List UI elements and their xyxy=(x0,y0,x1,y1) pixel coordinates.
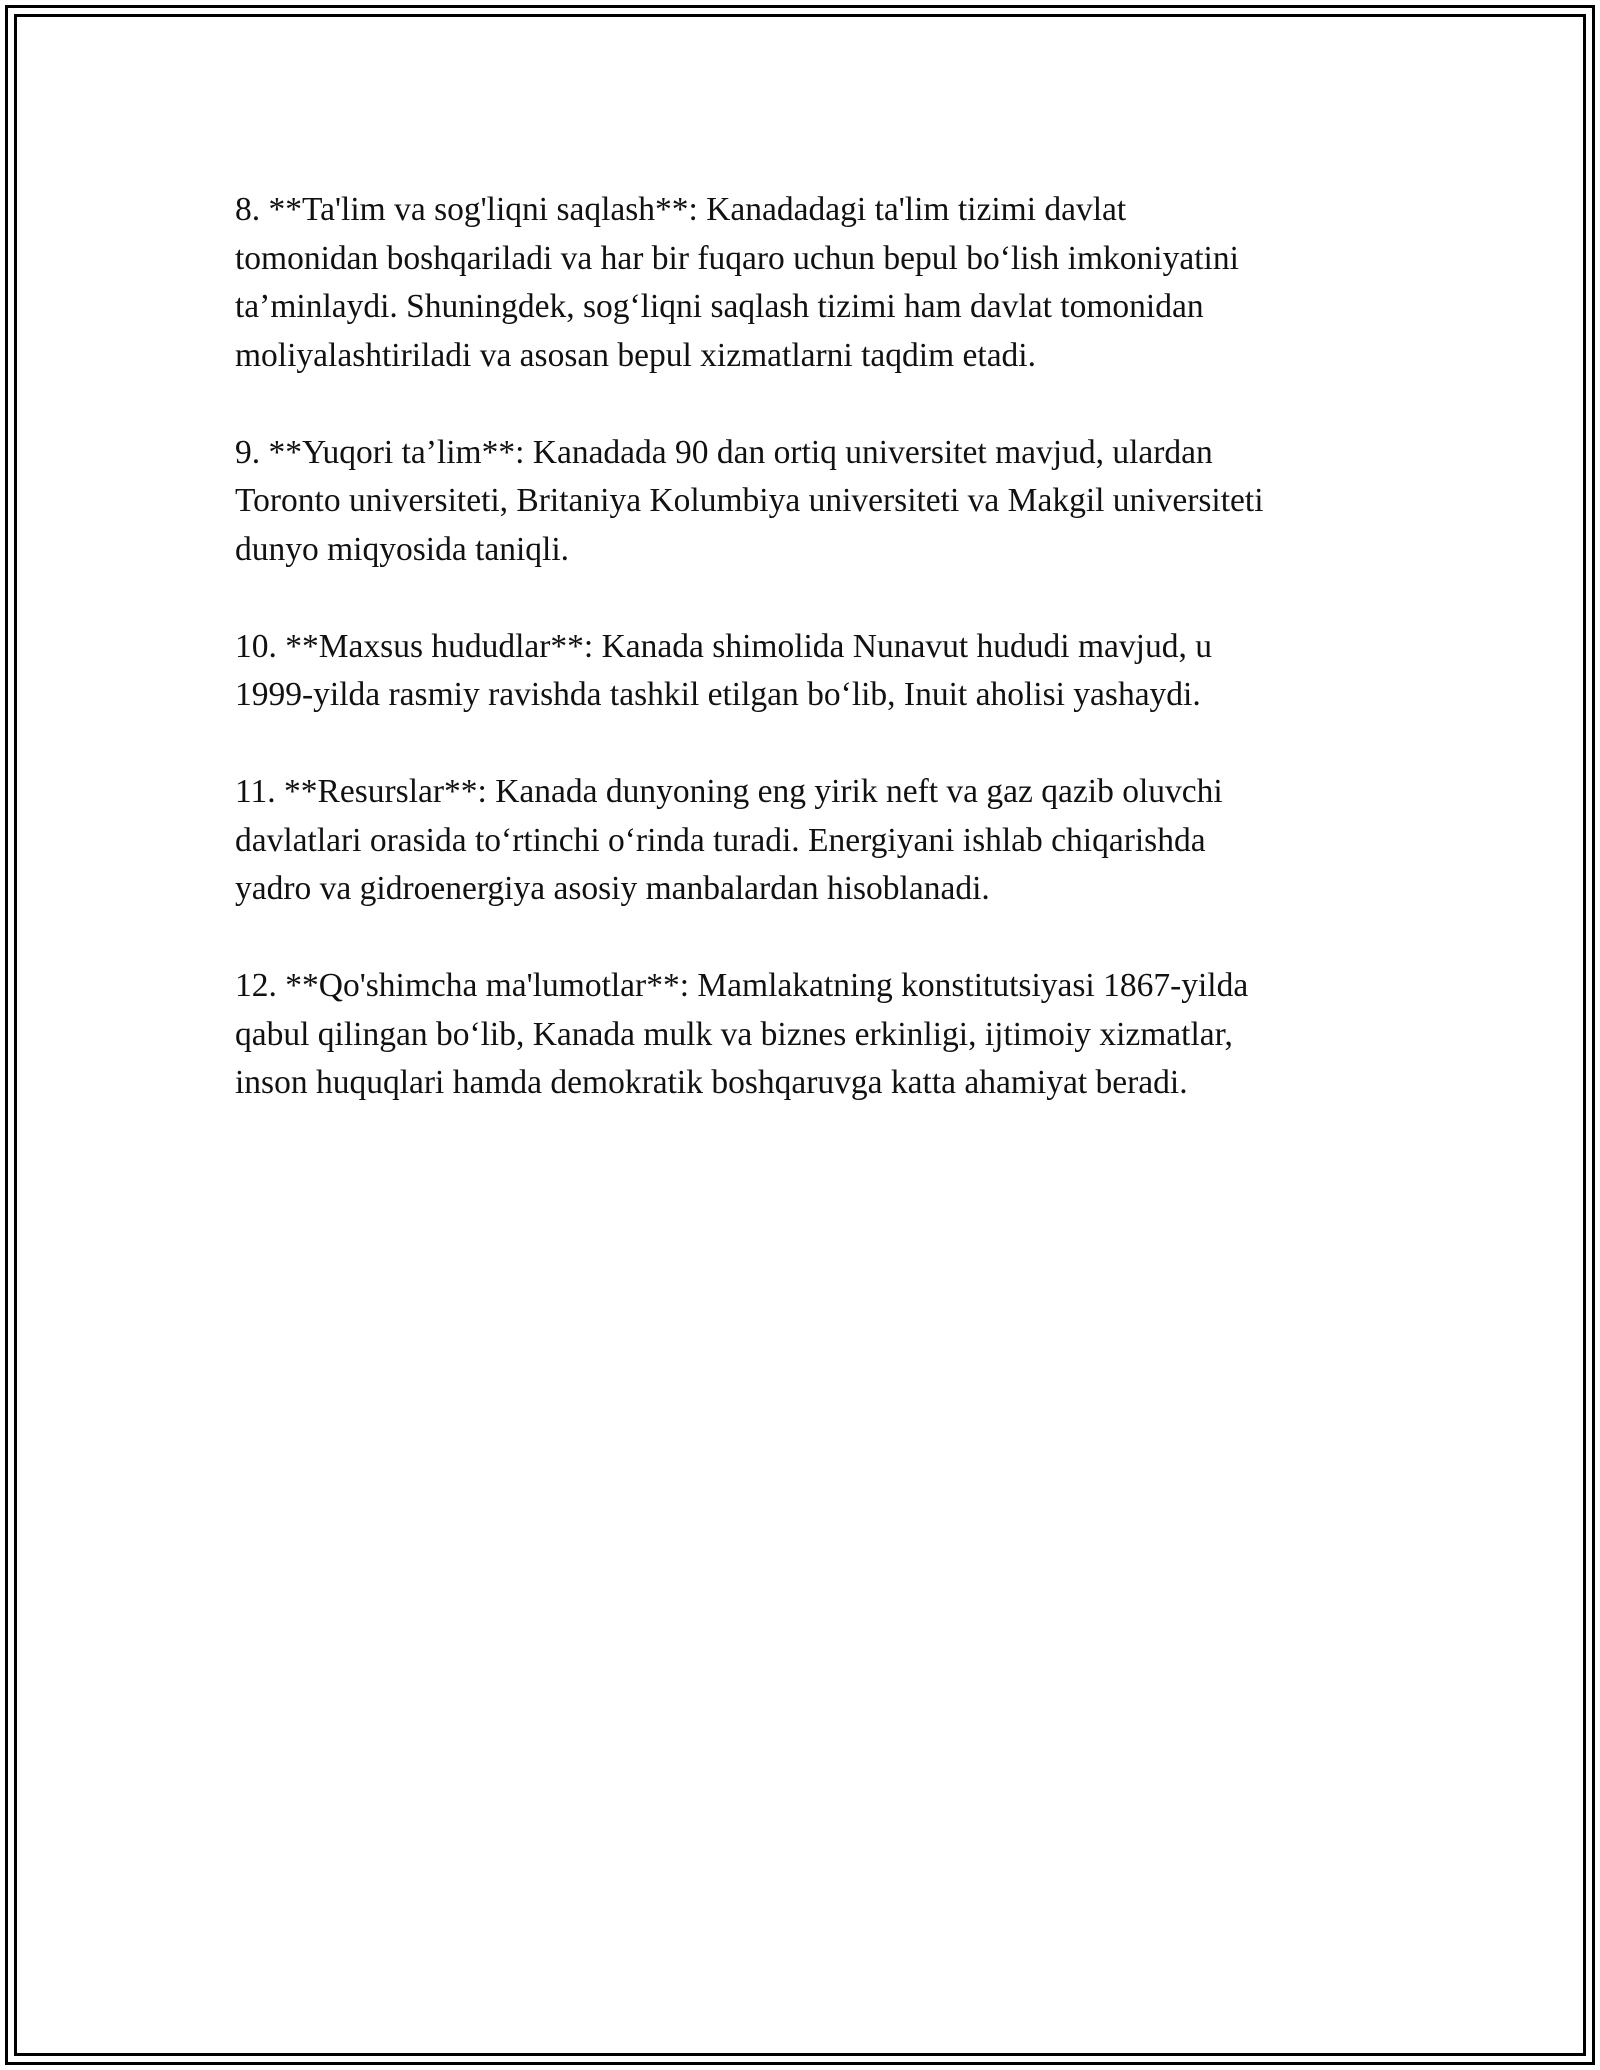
paragraph-resources: 11. **Resurslar**: Kanada dunyoning eng yirik neft va gaz qazib oluvchi davlatlari orasida toʻrtinchi oʻrinda turadi. Energiyani ishlab chiqarishda yadro va gidroenergiya asosiy manbalardan hisoblanadi. xyxy=(235,773,1223,907)
paragraph-higher-education: 9. **Yuqori ta’lim**: Kanadada 90 dan ortiq universitet mavjud, ulardan Toronto universiteti, Britaniya Kolumbiya universiteti va Makgil universiteti dunyo miqyosida taniqli. xyxy=(235,433,1264,568)
document-body xyxy=(235,186,1395,1156)
paragraph-additional-info: 12. **Qo'shimcha ma'lumotlar**: Mamlakatning konstitutsiyasi 1867-yilda qabul qilingan boʻlib, Kanada mulk va biznes erkinligi, ijtimoiy xizmatlar, inson huquqlari hamda demokratik boshqaruvga katta ahamiyat beradi. xyxy=(235,967,1249,1101)
paragraph-special-territories: 10. **Maxsus hududlar**: Kanada shimolida Nunavut hududi mavjud, u 1999-yilda rasmiy ravishda tashkil etilgan boʻlib, Inuit aholisi yashaydi. xyxy=(235,627,1212,713)
paragraph-education-health: 8. **Ta'lim va sog'liqni saqlash**: Kanadadagi ta'lim tizimi davlat tomonidan boshqariladi va har bir fuqaro uchun bepul boʻlish imkoniyatini ta’minlaydi. Shuningdek, sogʻliqni saqlash tizimi ham davlat tomonidan moliyalashtiriladi va asosan bepul xizmatlarni taqdim etadi. xyxy=(235,191,1239,374)
